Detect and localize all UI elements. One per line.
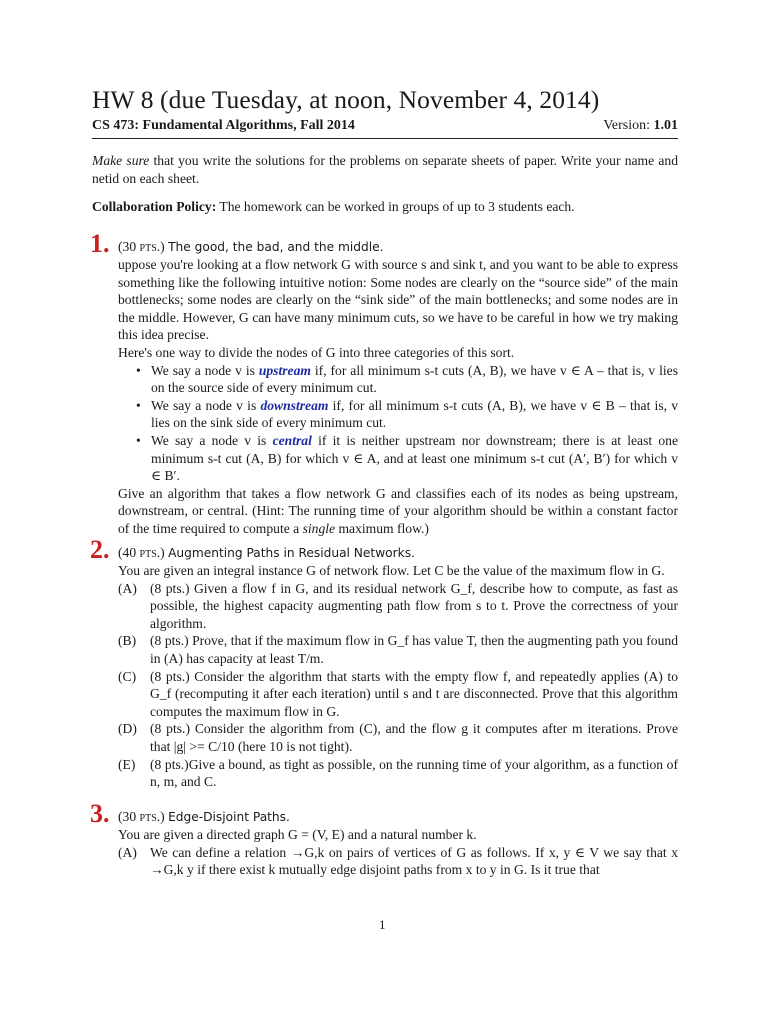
bullet-icon: •	[136, 362, 141, 378]
policy-text: The homework can be worked in groups of up to 3 students each.	[216, 199, 575, 214]
term-downstream: downstream	[260, 397, 329, 413]
part-text: We can define a relation →G,k on pairs of vertices of G as follows. If x, y ∈ V we say that x →G,k y if there exist k mutually edge disjoint paths from x to y in G. Is it true that	[150, 844, 678, 878]
list-item: • We say a node v is upstream if, for all minimum s-t cuts (A, B), we have v ∈ A – that is, v lies on the source side of every minimum cut.	[136, 362, 678, 396]
problem-heading	[118, 544, 415, 563]
problem-paragraph: You are given an integral instance G of network flow. Let C be the value of the maximum flow in G.	[118, 563, 665, 578]
problem-number: 2.	[90, 535, 110, 564]
problem-body	[118, 562, 678, 791]
instructions-paragraph	[92, 152, 678, 187]
parts-list	[118, 844, 678, 879]
part-label: (E)	[118, 756, 136, 772]
page-title: HW 8 (due Tuesday, at noon, November 4, 2014)	[92, 85, 600, 114]
problem-paragraph: Give an algorithm that takes a flow network G and classifies each of its nodes as being upstream, downstream, or central. (Hint: The running time of your algorithm should be within a constant factor of the time required to compute a single maximum flow.)	[118, 485, 678, 536]
problem-number: 1.	[90, 229, 110, 258]
part-label: (A)	[118, 844, 137, 860]
version-number: 1.01	[653, 118, 678, 133]
list-item	[118, 668, 678, 721]
part-text: (8 pts.) Given a flow f in G, and its residual network G_f, describe how to compute, as fast as possible, the highest capacity augmenting path flow from s to t. Prove the correctness of your algorithm.	[150, 580, 678, 631]
problem-body	[118, 826, 678, 879]
problem-title: The good, the bad, and the middle.	[168, 240, 384, 254]
bullet-icon: •	[136, 397, 141, 413]
part-text: (8 pts.)Give a bound, as tight as possible, on the running time of your algorithm, as a function of n, m, and C.	[150, 756, 678, 790]
page-number: 1	[379, 917, 386, 932]
bullet-icon: •	[136, 432, 141, 448]
part-text: (8 pts.) Prove, that if the maximum flow in G_f has value T, then the augmenting path you found in (A) has capacity at least T/m.	[150, 633, 678, 666]
list-item	[118, 844, 678, 879]
problem-paragraph: You are given a directed graph G = (V, E) and a natural number k.	[118, 827, 477, 842]
problem-title: Augmenting Paths in Residual Networks.	[168, 546, 415, 560]
course-header	[92, 117, 678, 135]
instructions-text: that you write the solutions for the problems on separate sheets of paper. Write your name and netid on each sheet.	[92, 153, 678, 186]
course-name: CS 473: Fundamental Algorithms, Fall 2014	[92, 118, 355, 133]
problem-paragraph: Here's one way to divide the nodes of G into three categories of this sort.	[118, 344, 515, 360]
problem-body	[118, 256, 678, 538]
part-label: (C)	[118, 668, 137, 684]
list-item	[118, 580, 678, 633]
problem-points: (40 pts.)	[118, 545, 165, 560]
term-central: central	[272, 432, 312, 448]
term-upstream: upstream	[258, 362, 311, 378]
make-sure-emphasis: Make sure	[92, 153, 150, 168]
problem-paragraph: uppose you're looking at a flow network G with source s and sink t, and you want to be able to express something like the following intuitive notion: Some nodes are clearly on the “source side” of the main bottlenecks; some nodes are clearly on the “sink side” of the main bottlenecks; and some nodes are in the middle. However, G can have many minimum cuts, so we have to be careful in how we try making this idea precise.	[118, 257, 678, 343]
version-label: Version:	[603, 118, 650, 133]
policy-label: Collaboration Policy:	[92, 199, 217, 214]
problem-title: Edge-Disjoint Paths.	[168, 810, 290, 824]
list-item: • We say a node v is downstream if, for all minimum s-t cuts (A, B), we have v ∈ B – that is, v lies on the sink side of every minimum cut.	[136, 397, 679, 431]
list-item: • We say a node v is central if it is neither upstream nor downstream; there is at least one minimum s-t cut (A, B) for which v ∈ A, and at least one minimum s-t cut (A′, B′) for which v ∈ B′.	[136, 432, 678, 484]
header-rule	[92, 138, 678, 139]
part-label: (B)	[118, 633, 137, 649]
part-text: (8 pts.) Consider the algorithm that starts with the empty flow f, and repeatedly applies (A) to G_f (recomputing it after each iteration) until s and t are disconnected. Prove that this algorithm computes the maximum flow in G.	[150, 668, 678, 719]
problem-number: 3.	[90, 799, 110, 828]
list-item	[118, 632, 678, 667]
problem-points: (30 pts.)	[118, 809, 165, 824]
problem-points: (30 pts.)	[118, 239, 165, 254]
collaboration-policy	[92, 198, 678, 216]
problem-heading	[118, 238, 384, 257]
list-item	[118, 720, 678, 755]
category-list	[118, 362, 678, 485]
version-info	[603, 117, 678, 135]
part-text: (8 pts.) Consider the algorithm from (C), and the flow g it computes after m iterations. Prove that |g| >= C/10 (here 10 is not tight).	[150, 721, 678, 754]
parts-list	[118, 580, 678, 791]
problem-heading	[118, 808, 290, 827]
part-label: (D)	[118, 721, 137, 737]
list-item	[118, 756, 678, 791]
part-label: (A)	[118, 580, 137, 596]
